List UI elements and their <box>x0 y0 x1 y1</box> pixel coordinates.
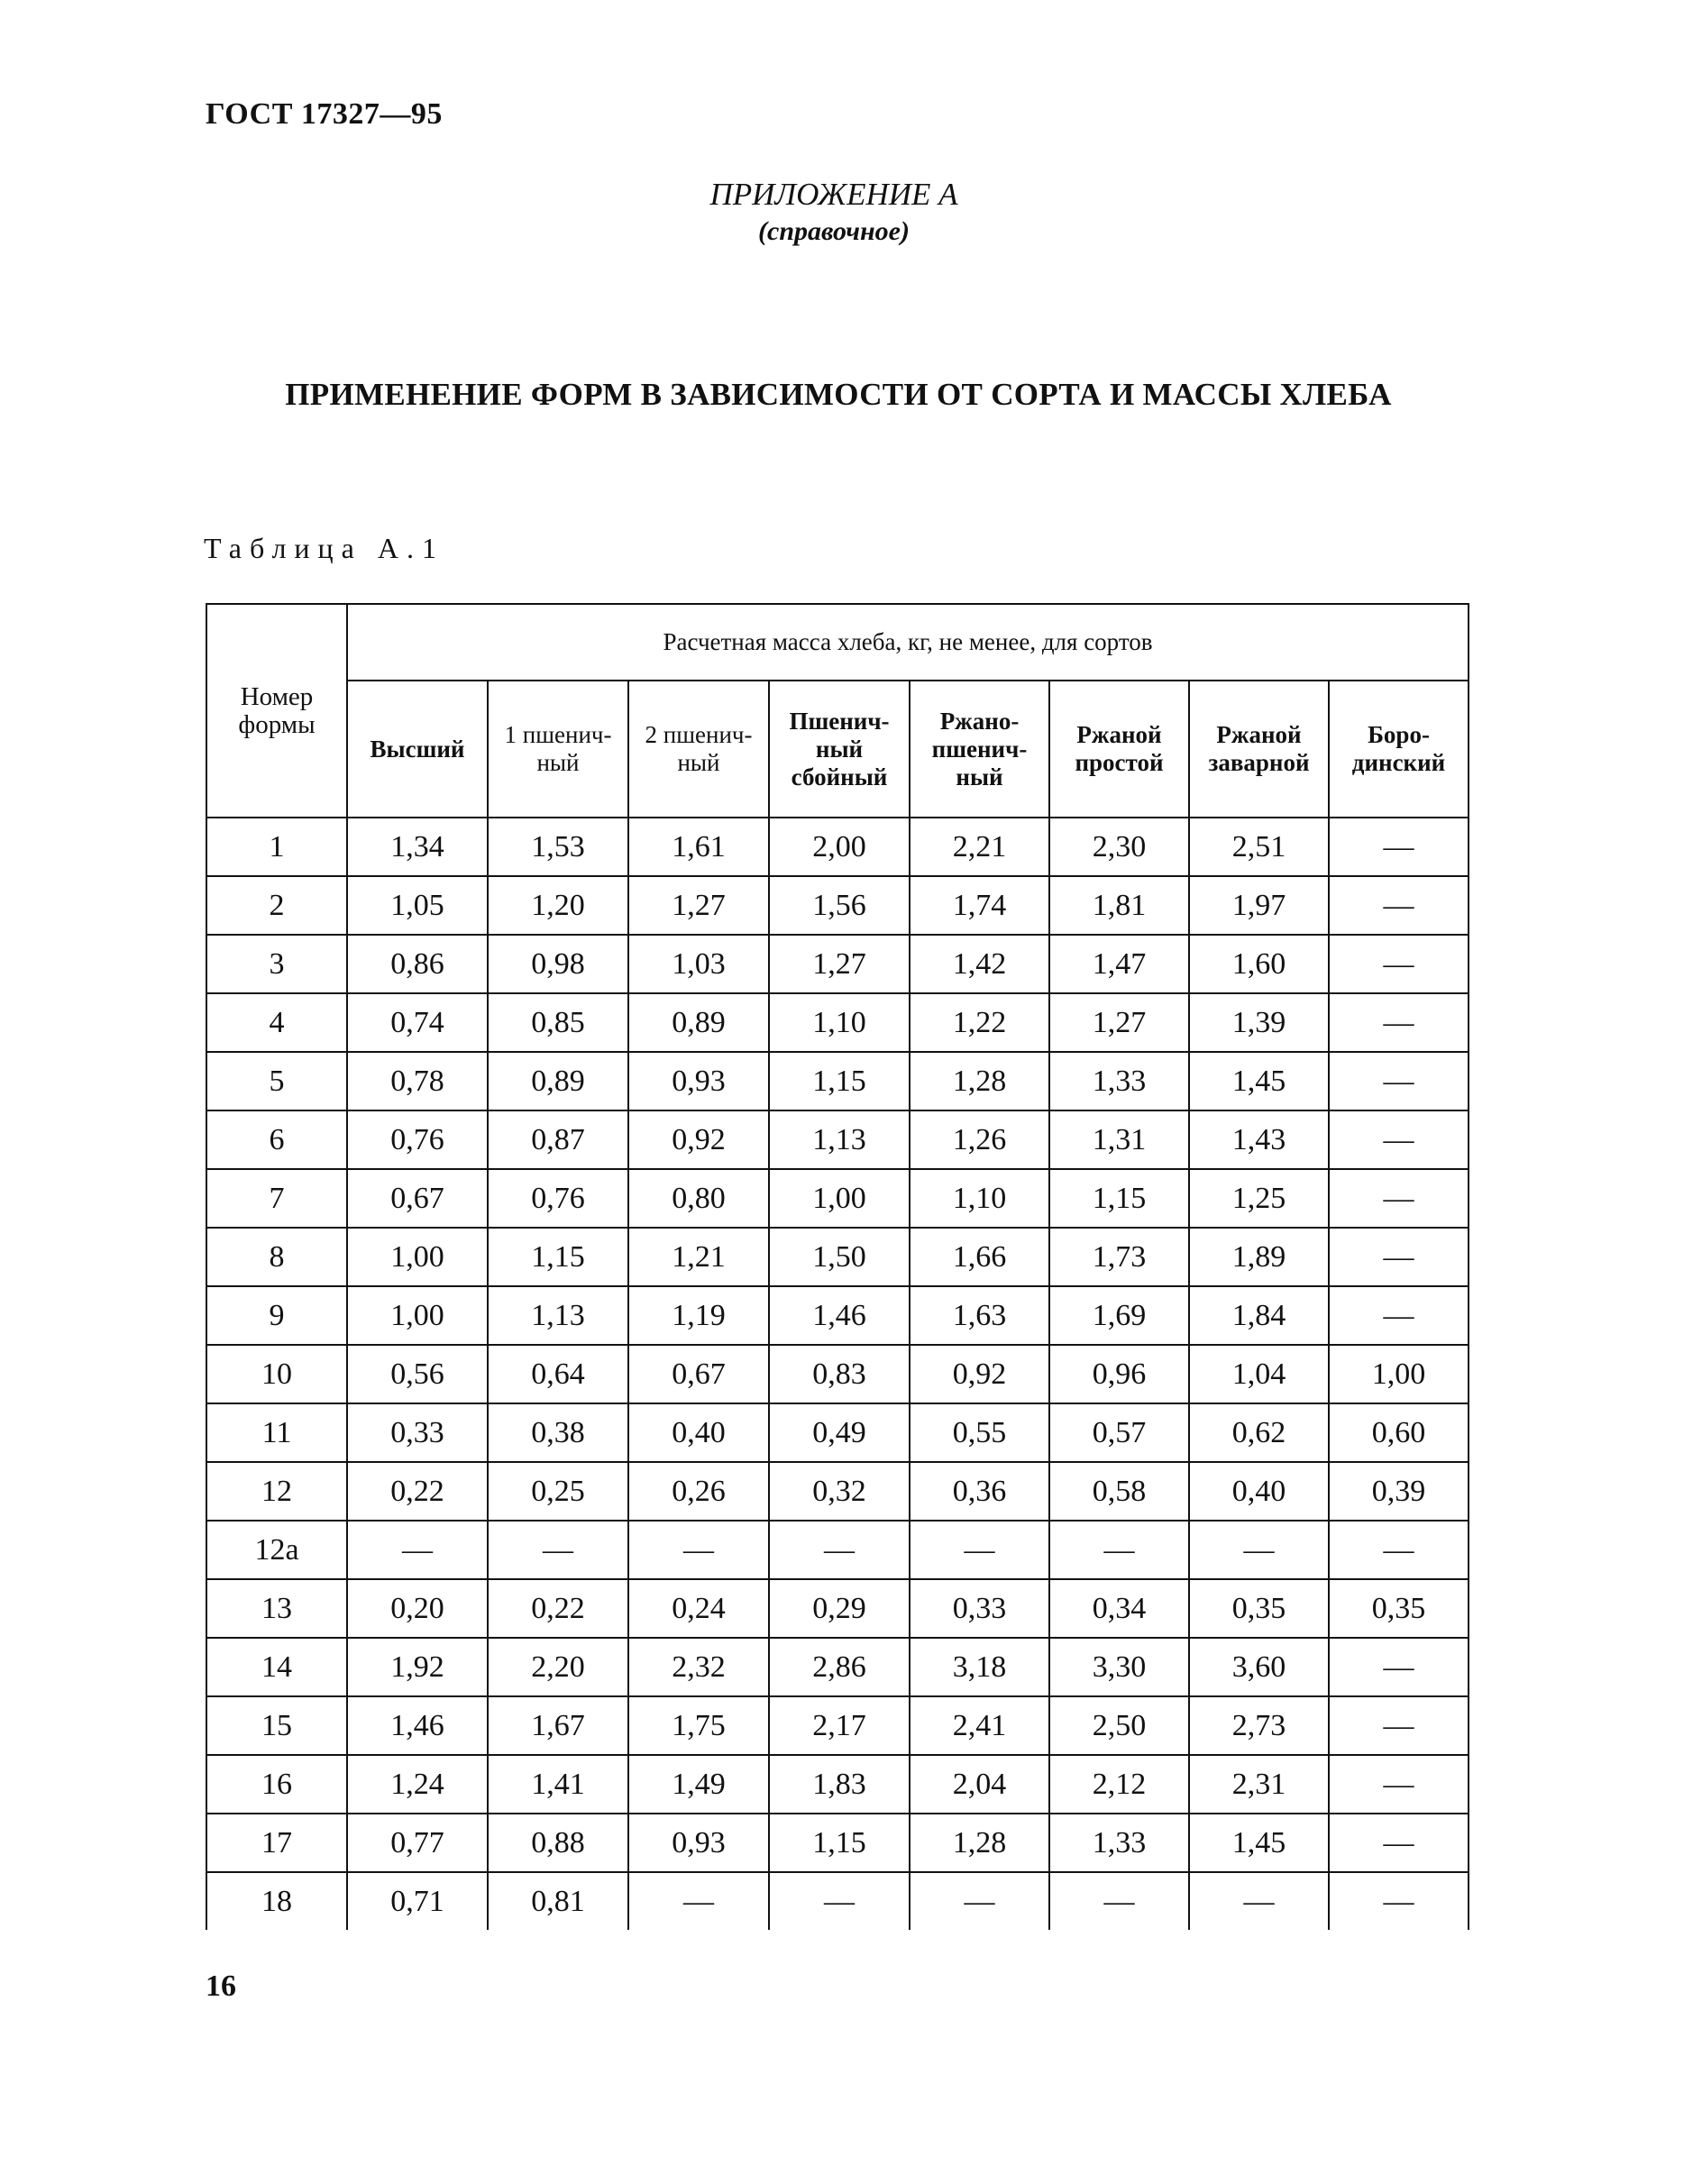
form-number-cell: 10 <box>206 1345 347 1403</box>
table-row <box>206 1228 1469 1286</box>
mass-value-cell: 0,40 <box>628 1403 769 1462</box>
mass-value-cell: 1,21 <box>628 1228 769 1286</box>
mass-value-cell: — <box>1329 1872 1469 1930</box>
mass-value-cell: 1,20 <box>488 876 628 935</box>
mass-value-cell: 1,27 <box>769 935 910 993</box>
mass-value-cell: — <box>628 1521 769 1579</box>
mass-value-cell: 2,20 <box>488 1638 628 1696</box>
form-number-cell: 2 <box>206 876 347 935</box>
form-number-cell: 4 <box>206 993 347 1052</box>
table-row <box>206 1052 1469 1110</box>
mass-value-cell: 0,80 <box>628 1169 769 1228</box>
mass-value-cell: — <box>1329 1521 1469 1579</box>
mass-value-cell: 1,33 <box>1049 1052 1189 1110</box>
mass-value-cell: 2,50 <box>1049 1696 1189 1755</box>
table-body <box>206 818 1469 1930</box>
mass-value-cell: 3,18 <box>910 1638 1049 1696</box>
mass-value-cell: 0,77 <box>347 1814 488 1872</box>
form-number-cell: 16 <box>206 1755 347 1814</box>
mass-value-cell: 0,55 <box>910 1403 1049 1462</box>
mass-value-cell: 1,89 <box>1189 1228 1329 1286</box>
mass-value-cell: 1,10 <box>910 1169 1049 1228</box>
mass-value-cell: 0,71 <box>347 1872 488 1930</box>
mass-value-cell: 0,67 <box>628 1345 769 1403</box>
mass-value-cell: 1,05 <box>347 876 488 935</box>
form-number-cell: 8 <box>206 1228 347 1286</box>
mass-value-cell: 0,26 <box>628 1462 769 1521</box>
mass-value-cell: — <box>1329 1169 1469 1228</box>
mass-value-cell: 0,62 <box>1189 1403 1329 1462</box>
mass-value-cell: 0,60 <box>1329 1403 1469 1462</box>
mass-value-cell: — <box>1329 1755 1469 1814</box>
mass-value-cell: 1,04 <box>1189 1345 1329 1403</box>
form-number-cell: 18 <box>206 1872 347 1930</box>
mass-value-cell: 1,45 <box>1189 1814 1329 1872</box>
mass-value-cell: — <box>1329 935 1469 993</box>
mass-value-cell: — <box>1329 1696 1469 1755</box>
mass-value-cell: 0,76 <box>488 1169 628 1228</box>
table-row <box>206 1755 1469 1814</box>
form-number-cell: 3 <box>206 935 347 993</box>
mass-value-cell: 1,66 <box>910 1228 1049 1286</box>
mass-value-cell: 1,27 <box>1049 993 1189 1052</box>
table-row <box>206 1169 1469 1228</box>
mass-value-cell: — <box>769 1872 910 1930</box>
mass-value-cell: 0,93 <box>628 1052 769 1110</box>
mass-value-cell: 0,86 <box>347 935 488 993</box>
mass-value-cell: 0,98 <box>488 935 628 993</box>
table-row <box>206 1286 1469 1345</box>
page-heading: ПРИМЕНЕНИЕ ФОРМ В ЗАВИСИМОСТИ ОТ СОРТА И МАССЫ ХЛЕБА <box>285 377 1392 412</box>
mass-value-cell: — <box>1189 1872 1329 1930</box>
mass-value-cell: 0,33 <box>910 1579 1049 1638</box>
table-row <box>206 993 1469 1052</box>
mass-value-cell: 1,69 <box>1049 1286 1189 1345</box>
mass-value-cell: 1,60 <box>1189 935 1329 993</box>
mass-value-cell: 1,28 <box>910 1814 1049 1872</box>
mass-value-cell: 1,41 <box>488 1755 628 1814</box>
mass-value-cell: 1,22 <box>910 993 1049 1052</box>
mass-value-cell: 1,19 <box>628 1286 769 1345</box>
table-row <box>206 1872 1469 1930</box>
mass-value-cell: 0,92 <box>910 1345 1049 1403</box>
form-number-cell: 14 <box>206 1638 347 1696</box>
mass-value-cell: 2,51 <box>1189 818 1329 876</box>
mass-value-cell: 1,26 <box>910 1110 1049 1169</box>
appendix-title: ПРИЛОЖЕНИЕ А <box>709 177 958 212</box>
mass-value-cell: 1,45 <box>1189 1052 1329 1110</box>
column-header: Высший <box>347 681 488 818</box>
mass-value-cell: 1,84 <box>1189 1286 1329 1345</box>
mass-value-cell: 1,46 <box>769 1286 910 1345</box>
form-number-cell: 1 <box>206 818 347 876</box>
mass-value-cell: 2,31 <box>1189 1755 1329 1814</box>
mass-value-cell: 1,15 <box>769 1052 910 1110</box>
mass-value-cell: 1,15 <box>1049 1169 1189 1228</box>
mass-value-cell: 1,50 <box>769 1228 910 1286</box>
mass-value-cell: 0,33 <box>347 1403 488 1462</box>
standard-number: ГОСТ 17327—95 <box>206 97 443 131</box>
mass-value-cell: 2,21 <box>910 818 1049 876</box>
form-number-cell: 6 <box>206 1110 347 1169</box>
table-row <box>206 1462 1469 1521</box>
mass-value-cell: 1,31 <box>1049 1110 1189 1169</box>
column-header: Ржаной заварной <box>1189 681 1329 818</box>
mass-value-cell: 0,78 <box>347 1052 488 1110</box>
form-number-cell: 15 <box>206 1696 347 1755</box>
form-number-header: Номер формы <box>206 604 347 818</box>
column-header: 1 пшенич-ный <box>488 681 628 818</box>
table-row <box>206 1403 1469 1462</box>
table-caption: Таблица А.1 <box>204 532 444 564</box>
mass-value-cell: — <box>910 1521 1049 1579</box>
table-row <box>206 1814 1469 1872</box>
mass-value-cell: 0,35 <box>1189 1579 1329 1638</box>
mass-value-cell: 1,83 <box>769 1755 910 1814</box>
mass-value-cell: 1,74 <box>910 876 1049 935</box>
mass-value-cell: 1,53 <box>488 818 628 876</box>
mass-value-cell: 1,43 <box>1189 1110 1329 1169</box>
form-number-cell: 17 <box>206 1814 347 1872</box>
form-number-cell: 13 <box>206 1579 347 1638</box>
table-row <box>206 876 1469 935</box>
mass-value-cell: 2,00 <box>769 818 910 876</box>
mass-value-cell: 0,39 <box>1329 1462 1469 1521</box>
form-number-cell: 12 <box>206 1462 347 1521</box>
mass-value-cell: 0,32 <box>769 1462 910 1521</box>
mass-value-cell: 1,73 <box>1049 1228 1189 1286</box>
page-number: 16 <box>206 1969 236 2003</box>
table-row <box>206 1345 1469 1403</box>
mass-value-cell: 1,75 <box>628 1696 769 1755</box>
column-header: 2 пшенич-ный <box>628 681 769 818</box>
mass-value-cell: — <box>1329 1052 1469 1110</box>
mass-value-cell: 1,00 <box>769 1169 910 1228</box>
mass-value-cell: 1,27 <box>628 876 769 935</box>
mass-value-cell: 1,03 <box>628 935 769 993</box>
mass-value-cell: 3,60 <box>1189 1638 1329 1696</box>
mass-value-cell: — <box>347 1521 488 1579</box>
mass-value-cell: 0,22 <box>488 1579 628 1638</box>
mass-value-cell: — <box>1329 876 1469 935</box>
mass-value-cell: 0,57 <box>1049 1403 1189 1462</box>
mass-value-cell: 1,13 <box>769 1110 910 1169</box>
mass-value-cell: — <box>488 1521 628 1579</box>
mass-value-cell: 0,38 <box>488 1403 628 1462</box>
mass-value-cell: 1,15 <box>488 1228 628 1286</box>
mass-value-cell: 1,33 <box>1049 1814 1189 1872</box>
mass-value-cell: — <box>1189 1521 1329 1579</box>
mass-value-cell: 0,74 <box>347 993 488 1052</box>
appendix-note: (справочное) <box>758 216 910 246</box>
mass-value-cell: 0,49 <box>769 1403 910 1462</box>
mass-value-cell: 0,64 <box>488 1345 628 1403</box>
mass-value-cell: — <box>628 1872 769 1930</box>
mass-value-cell: 2,41 <box>910 1696 1049 1755</box>
mass-value-cell: 2,32 <box>628 1638 769 1696</box>
mass-value-cell: 0,87 <box>488 1110 628 1169</box>
column-header: Пшенич-ный сбойный <box>769 681 910 818</box>
mass-value-cell: — <box>910 1872 1049 1930</box>
mass-value-cell: 2,12 <box>1049 1755 1189 1814</box>
column-header: Ржано-пшенич-ный <box>910 681 1049 818</box>
mass-value-cell: 0,58 <box>1049 1462 1189 1521</box>
mass-value-cell: 1,97 <box>1189 876 1329 935</box>
mass-value-cell: 0,29 <box>769 1579 910 1638</box>
mass-value-cell: 2,73 <box>1189 1696 1329 1755</box>
mass-value-cell: 2,17 <box>769 1696 910 1755</box>
mass-value-cell: 1,61 <box>628 818 769 876</box>
mass-value-cell: 0,25 <box>488 1462 628 1521</box>
mass-value-cell: 2,04 <box>910 1755 1049 1814</box>
mass-value-cell: 0,83 <box>769 1345 910 1403</box>
mass-value-cell: — <box>1329 818 1469 876</box>
mass-value-cell: 1,34 <box>347 818 488 876</box>
mass-value-cell: 0,40 <box>1189 1462 1329 1521</box>
mass-value-cell: 1,42 <box>910 935 1049 993</box>
mass-value-cell: 0,20 <box>347 1579 488 1638</box>
mass-group-header: Расчетная масса хлеба, кг, не менее, для сортов <box>347 604 1469 681</box>
mass-value-cell: 0,36 <box>910 1462 1049 1521</box>
mass-value-cell: 1,47 <box>1049 935 1189 993</box>
mass-value-cell: 0,88 <box>488 1814 628 1872</box>
form-number-cell: 9 <box>206 1286 347 1345</box>
mass-value-cell: 1,39 <box>1189 993 1329 1052</box>
mass-value-cell: 1,10 <box>769 993 910 1052</box>
mass-value-cell: 2,30 <box>1049 818 1189 876</box>
mass-value-cell: 1,00 <box>1329 1345 1469 1403</box>
mass-value-cell: 2,86 <box>769 1638 910 1696</box>
mass-value-cell: 1,15 <box>769 1814 910 1872</box>
form-number-cell: 11 <box>206 1403 347 1462</box>
mass-value-cell: 1,56 <box>769 876 910 935</box>
table-row <box>206 1696 1469 1755</box>
mass-value-cell: 1,67 <box>488 1696 628 1755</box>
mass-value-cell: 1,00 <box>347 1286 488 1345</box>
mass-value-cell: 0,81 <box>488 1872 628 1930</box>
mass-value-cell: — <box>1049 1872 1189 1930</box>
mass-value-cell: 0,92 <box>628 1110 769 1169</box>
mass-value-cell: 1,28 <box>910 1052 1049 1110</box>
mass-value-cell: 1,46 <box>347 1696 488 1755</box>
form-number-cell: 7 <box>206 1169 347 1228</box>
mass-value-cell: 1,81 <box>1049 876 1189 935</box>
mass-value-cell: 0,67 <box>347 1169 488 1228</box>
mass-value-cell: 0,76 <box>347 1110 488 1169</box>
mass-value-cell: 0,93 <box>628 1814 769 1872</box>
mass-value-cell: 0,22 <box>347 1462 488 1521</box>
mass-value-cell: — <box>1329 993 1469 1052</box>
mass-value-cell: 1,25 <box>1189 1169 1329 1228</box>
table-row <box>206 935 1469 993</box>
table-row <box>206 818 1469 876</box>
mass-value-cell: — <box>1329 1110 1469 1169</box>
mass-value-cell: 1,92 <box>347 1638 488 1696</box>
bread-mass-table <box>206 603 1469 1930</box>
mass-value-cell: 0,35 <box>1329 1579 1469 1638</box>
mass-value-cell: — <box>1329 1228 1469 1286</box>
table-row <box>206 1579 1469 1638</box>
mass-value-cell: 0,24 <box>628 1579 769 1638</box>
mass-value-cell: 0,96 <box>1049 1345 1189 1403</box>
mass-value-cell: 1,63 <box>910 1286 1049 1345</box>
mass-value-cell: — <box>1329 1638 1469 1696</box>
mass-value-cell: 1,13 <box>488 1286 628 1345</box>
mass-value-cell: — <box>769 1521 910 1579</box>
table-row <box>206 1110 1469 1169</box>
mass-value-cell: 0,85 <box>488 993 628 1052</box>
table-row <box>206 1638 1469 1696</box>
mass-value-cell: 0,34 <box>1049 1579 1189 1638</box>
mass-value-cell: 0,56 <box>347 1345 488 1403</box>
mass-value-cell: 1,49 <box>628 1755 769 1814</box>
form-number-cell: 5 <box>206 1052 347 1110</box>
mass-value-cell: 1,00 <box>347 1228 488 1286</box>
table-row <box>206 1521 1469 1579</box>
mass-value-cell: 0,89 <box>488 1052 628 1110</box>
form-number-cell: 12а <box>206 1521 347 1579</box>
mass-value-cell: — <box>1049 1521 1189 1579</box>
mass-value-cell: 3,30 <box>1049 1638 1189 1696</box>
mass-value-cell: — <box>1329 1286 1469 1345</box>
mass-value-cell: 1,24 <box>347 1755 488 1814</box>
mass-value-cell: 0,89 <box>628 993 769 1052</box>
column-header: Боро-динский <box>1329 681 1469 818</box>
mass-value-cell: — <box>1329 1814 1469 1872</box>
column-header: Ржаной простой <box>1049 681 1189 818</box>
